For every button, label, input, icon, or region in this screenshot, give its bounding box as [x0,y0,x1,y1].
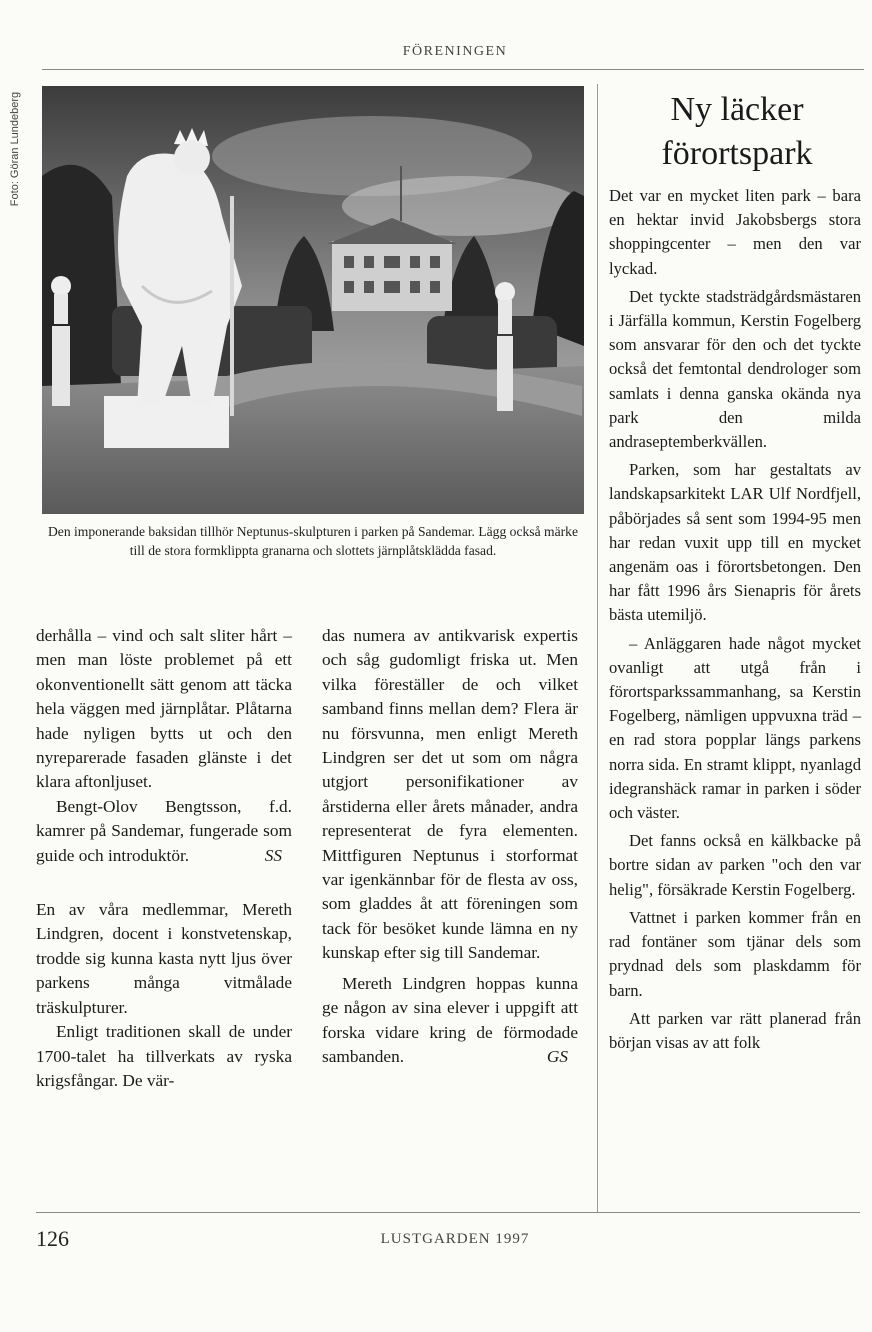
col2-paragraph [322,972,578,1070]
signature-gs: GS [546,1046,568,1066]
column-divider [597,84,598,1212]
footer-rule [36,1212,860,1213]
photo-illustration [42,86,584,514]
article-headline: Ny läcker förortspark [661,91,813,172]
photo-neptune-sculpture [42,86,584,514]
col1-paragraph: derhålla – vind och salt sliter hårt – men man löste problemet på ett okonventionellt sätt genom att täcka hela väggen med järnplåtar. Plåtarna hade nyligen bytts ut och den nyreparerade fasaden glänste i det klara aftonljuset. [36,626,292,792]
page-number: 126 [36,1226,69,1251]
col2-paragraph: das numera av antikvarisk expertis och såg gudomligt friska ut. Men vilka föreställer de och vilket samband finns mellan dem? Flera är nu försvunna, men enligt Mereth Lindgren ser det ut som om några utgjort personifikationer av årstiderna eller årets månader, andra representerat de fyra elementen. Mittfiguren Neptunus i storformat var igenkännbar för de flesta av oss, som gladdes åt att föreningen som tack för besöket kunde lämna en ny kunskap efter sig till Sandemar. [322,626,578,963]
publication-footer: LUSTGARDEN 1997 [380,1231,530,1247]
photo-credit: Foto: Göran Lundeberg [9,91,21,207]
header-rule [42,69,864,70]
right-paragraph: Att parken var rätt planerad från början visas av att folk [609,1008,861,1052]
right-paragraph: Vattnet i parken kommer från en rad fontäner som tjänar dels som prydnad dels som plaskdamm för barn. [609,907,861,1000]
article-right-column [609,184,861,1055]
col1-paragraph: En av våra medlemmar, Mereth Lindgren, docent i konstvetenskap, trodde sig kunna kasta nytt ljus över parkens många vitmålade träskulpturer. [36,900,292,1017]
right-paragraph: Parken, som har gestaltats av landskapsarkitekt LAR Ulf Nordfjell, påbörjades så sent som 1994-95 men har redan vuxit upp till en mycket angenäm oas i förortsbetongen. Den har fått 1996 års Sienapris för årets bästa utemiljö. [609,460,861,625]
article-column-2 [322,624,578,1069]
section-header: FÖRENINGEN [402,44,508,59]
right-paragraph: Det var en mycket liten park – bara en hektar invid Jakobsbergs stora shoppingcenter – men den var lyckad. [609,186,861,278]
photo-caption: Den imponerande baksidan tillhör Neptunus-skulpturen i parken på Sandemar. Lägg också märke till de stora formklippta granarna och slottets järnplåtsklädda fasad. [47,524,578,558]
right-paragraph: Det tyckte stadsträdgårdsmästaren i Järfälla kommun, Kerstin Fogelberg som ansvarar för den och det tyckte också det femtontal dendrologer som samlats i denna ganska okända nya park den milda andraseptemberkvällen. [609,286,861,452]
col2-paragraph-text: Mereth Lindgren hoppas kunna ge någon av sina elever i uppgift att forska vidare kring de förmodade sambanden. [322,973,578,1066]
article-column-1 [36,624,292,1093]
right-paragraph: – Anläggaren hade något mycket ovanligt att utgå från i förortsparkssammanhang, sa Kerstin Fogelberg, nämligen uppvuxna träd – en rad stora popplar längs parkens norra sida. En stramt klippt, nyanlagd idegranshäck ramar in parken i söder och väster. [609,633,861,823]
signature-ss: SS [264,845,282,865]
right-paragraph: Det fanns också en kälkbacke på bortre sidan av parken "och den var helig", försäkrade Kerstin Fogelberg. [609,831,861,899]
col1-paragraph [36,795,292,868]
col1-paragraph: Enligt traditionen skall de under 1700-talet ha tillverkats av ryska krigsfångar. De vär- [36,1022,292,1090]
col1-paragraph-text: Bengt-Olov Bengtsson, f.d. kamrer på Sandemar, fungerade som guide och introduktör. [36,796,292,865]
